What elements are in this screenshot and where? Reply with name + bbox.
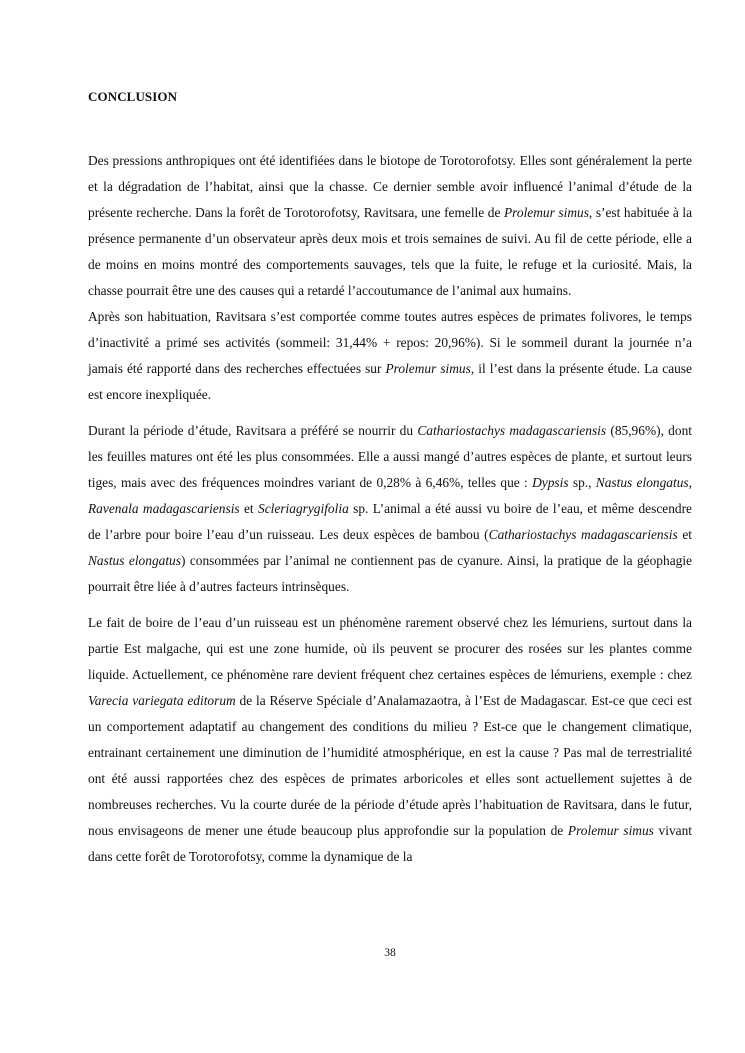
italic-term: Cathariostachys madagascariensis — [417, 423, 607, 438]
paragraph-3 — [88, 418, 692, 600]
text-run: Après son habituation, Ravitsara s’est comportée comme toutes autres espèces de primates folivores, le temps d’inactivité a primé ses activités (sommeil: 31,44% + repos: 20,96%). Si le sommeil durant la journée n’a jamais été rapporté dans des recherches effectuées sur — [88, 309, 692, 376]
italic-term: Prolemur simus — [385, 361, 471, 376]
italic-term: Ravenala madagascariensis — [88, 501, 240, 516]
text-run: ) consommées par l’animal ne contiennent pas de cyanure. Ainsi, la pratique de la géophagie pourrait être liée à d’autres facteurs intrinsèques. — [88, 553, 692, 594]
text-run: , il l’est dans la présente étude. La cause est encore inexpliquée. — [88, 361, 692, 402]
paragraph-2 — [88, 304, 692, 408]
paragraph-4 — [88, 610, 692, 870]
text-run: sp., — [568, 475, 596, 490]
italic-term: Nastus elongatus — [88, 553, 181, 568]
text-run: et — [239, 501, 259, 516]
italic-term: Varecia variegata editorum — [88, 693, 236, 708]
text-run: vivant dans cette forêt de Torotorofotsy, comme la dynamique de la — [88, 823, 693, 864]
page-number: 38 — [384, 947, 396, 959]
italic-term: Prolemur simus — [567, 823, 654, 838]
italic-term: Nastus elongatus — [595, 475, 689, 490]
text-run: , — [688, 475, 692, 490]
text-run: et — [677, 527, 693, 542]
italic-term: Cathariostachys madagascariensis — [488, 527, 678, 542]
text-run: , s’est habituée à la présence permanente d’un observateur après deux mois et trois semaines de suivi. Au fil de cette période, elle a de moins en moins montré des comportements sauvages, tels que la fuite, le refuge et la curiosité. Mais, la chasse pourrait être une des causes qui a retardé l’accoutumance de l’animal aux humains. — [88, 205, 693, 298]
text-run: Des pressions anthropiques ont été identifiées dans le biotope de Torotorofotsy. Elles sont généralement la perte et la dégradation de l’habitat, ainsi que la chasse. Ce dernier semble avoir influencé l’animal d’étude de la présente recherche. Dans la forêt de Torotorofotsy, Ravitsara, une femelle de — [88, 153, 692, 220]
text-run: (85,96%), dont les feuilles matures ont été les plus consommées. Elle a aussi mangé d’autres espèces de plante, et surtout leurs tiges, mais avec des fréquences moindres variant de 0,28% à 6,46%, telles que : — [88, 423, 692, 490]
text-run: sp. L’animal a été aussi vu boire de l’eau, et même descendre de l’arbre pour boire l’eau d’un ruisseau. Les deux espèces de bambou ( — [88, 501, 692, 542]
italic-term: Dypsis — [532, 475, 569, 490]
section-heading: CONCLUSION — [88, 89, 178, 104]
italic-term: Prolemur simus — [504, 205, 589, 220]
text-run: Durant la période d’étude, Ravitsara a préféré se nourrir du — [88, 423, 418, 438]
paragraph-1 — [88, 148, 692, 304]
text-run: Le fait de boire de l’eau d’un ruisseau est un phénomène rarement observé chez les lémuriens, surtout dans la partie Est malgache, qui est une zone humide, où ils peuvent se procurer des rosées sur les plantes comme liquide. Actuellement, ce phénomène rare devient fréquent chez certaines espèces de lémuriens, exemple : chez — [88, 615, 692, 682]
italic-term: Scleriagrygifolia — [258, 501, 349, 516]
body-text — [88, 148, 692, 870]
text-run: de la Réserve Spéciale d’Analamazaotra, à l’Est de Madagascar. Est-ce que ceci est un comportement adaptatif au changement des conditions du milieu ? Est-ce que le changement climatique, entrainant certainement une diminution de l’humidité atmosphérique, en est la cause ? Pas mal de terrestrialité ont été aussi rapportées chez des espèces de primates arboricoles et elles sont actuellement sujettes à de nombreuses recherches. Vu la courte durée de la période d’étude après l’habituation de Ravitsara, dans le futur, nous envisageons de mener une étude beaucoup plus approfondie sur la population de — [88, 693, 692, 838]
